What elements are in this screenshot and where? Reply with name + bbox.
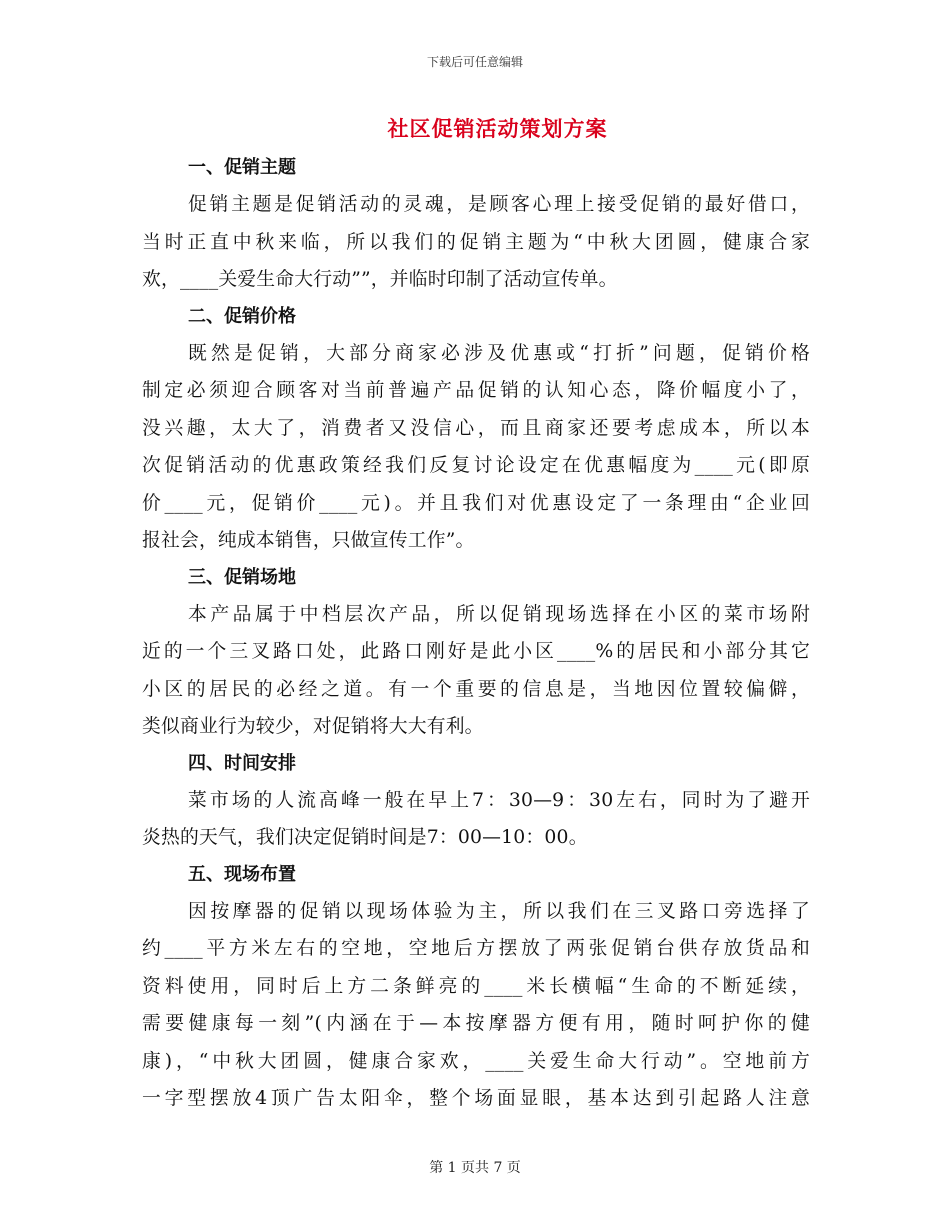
paragraph-line: 没兴趣，太大了，消费者又没信心，而且商家还要考虑成本，所以本 [142, 417, 810, 439]
paragraph-line: 制定必须迎合顾客对当前普遍产品促销的认知心态，降价幅度小了， [142, 380, 810, 401]
section-heading: 三、促销场地 [188, 566, 296, 588]
paragraph-line: 近的一个三叉路口处，此路口刚好是此小区____%的居民和小部分其它 [142, 641, 810, 662]
paragraph-line: 菜市场的人流高峰一般在早上7：30—9：30左右，同时为了避开 [188, 789, 810, 811]
paragraph-line: 促销主题是促销活动的灵魂，是顾客心理上接受促销的最好借口， [188, 194, 810, 215]
paragraph-line: 既然是促销，大部分商家必涉及优惠或“打折”问题，促销价格 [188, 342, 810, 364]
page-header-note: 下载后可任意编辑 [426, 55, 523, 69]
paragraph-line: 康)，“中秋大团圆，健康合家欢，____关爱生命大行动”。空地前方 [142, 1050, 810, 1072]
section-promotion-price [142, 299, 810, 560]
paragraph-line: 因按摩器的促销以现场体验为主，所以我们在三叉路口旁选择了 [188, 900, 810, 922]
paragraph-line: 炎热的天气，我们决定促销时间是7：00—10：00。 [142, 827, 588, 848]
page-footer-number: 第 1 页共 7 页 [429, 1160, 521, 1176]
paragraph-line: 次促销活动的优惠政策经我们反复讨论设定在优惠幅度为____元(即原 [142, 455, 810, 476]
section-heading: 四、时间安排 [188, 752, 296, 774]
paragraph-line: 报社会，纯成本销售，只做宣传工作”。 [142, 530, 475, 551]
paragraph-line: 一字型摆放4顶广告太阳伞，整个场面显眼，基本达到引起路人注意 [142, 1088, 810, 1109]
section-heading: 二、促销价格 [188, 305, 296, 327]
document-body [142, 150, 810, 1118]
section-promotion-theme [142, 150, 810, 299]
section-site-layout [142, 857, 810, 1118]
section-heading: 五、现场布置 [188, 863, 296, 885]
section-promotion-venue [142, 560, 810, 746]
paragraph-line: 欢，____关爱生命大行动””，并临时印制了活动宣传单。 [142, 269, 618, 290]
paragraph-line: 价____元，促销价____元)。并且我们对优惠设定了一条理由“企业回 [142, 492, 810, 514]
paragraph-line: 本产品属于中档层次产品，所以促销现场选择在小区的菜市场附 [188, 603, 810, 625]
paragraph-line: 当时正直中秋来临，所以我们的促销主题为“中秋大团圆，健康合家 [142, 231, 810, 253]
paragraph-line: 类似商业行为较少，对促销将大大有利。 [142, 716, 484, 737]
paragraph-line: 资料使用，同时后上方二条鲜亮的____米长横幅“生命的不断延续， [142, 975, 810, 997]
section-heading: 一、促销主题 [188, 157, 296, 178]
paragraph-line: 小区的居民的必经之道。有一个重要的信息是，当地因位置较偏僻， [142, 678, 810, 700]
document-title: 社区促销活动策划方案 [387, 116, 608, 141]
paragraph-line: 约____平方米左右的空地，空地后方摆放了两张促销台供存放货品和 [142, 938, 810, 959]
paragraph-line: 需要健康每一刻”(内涵在于—本按摩器方便有用，随时呵护你的健 [142, 1013, 810, 1034]
section-time-schedule [142, 746, 810, 857]
